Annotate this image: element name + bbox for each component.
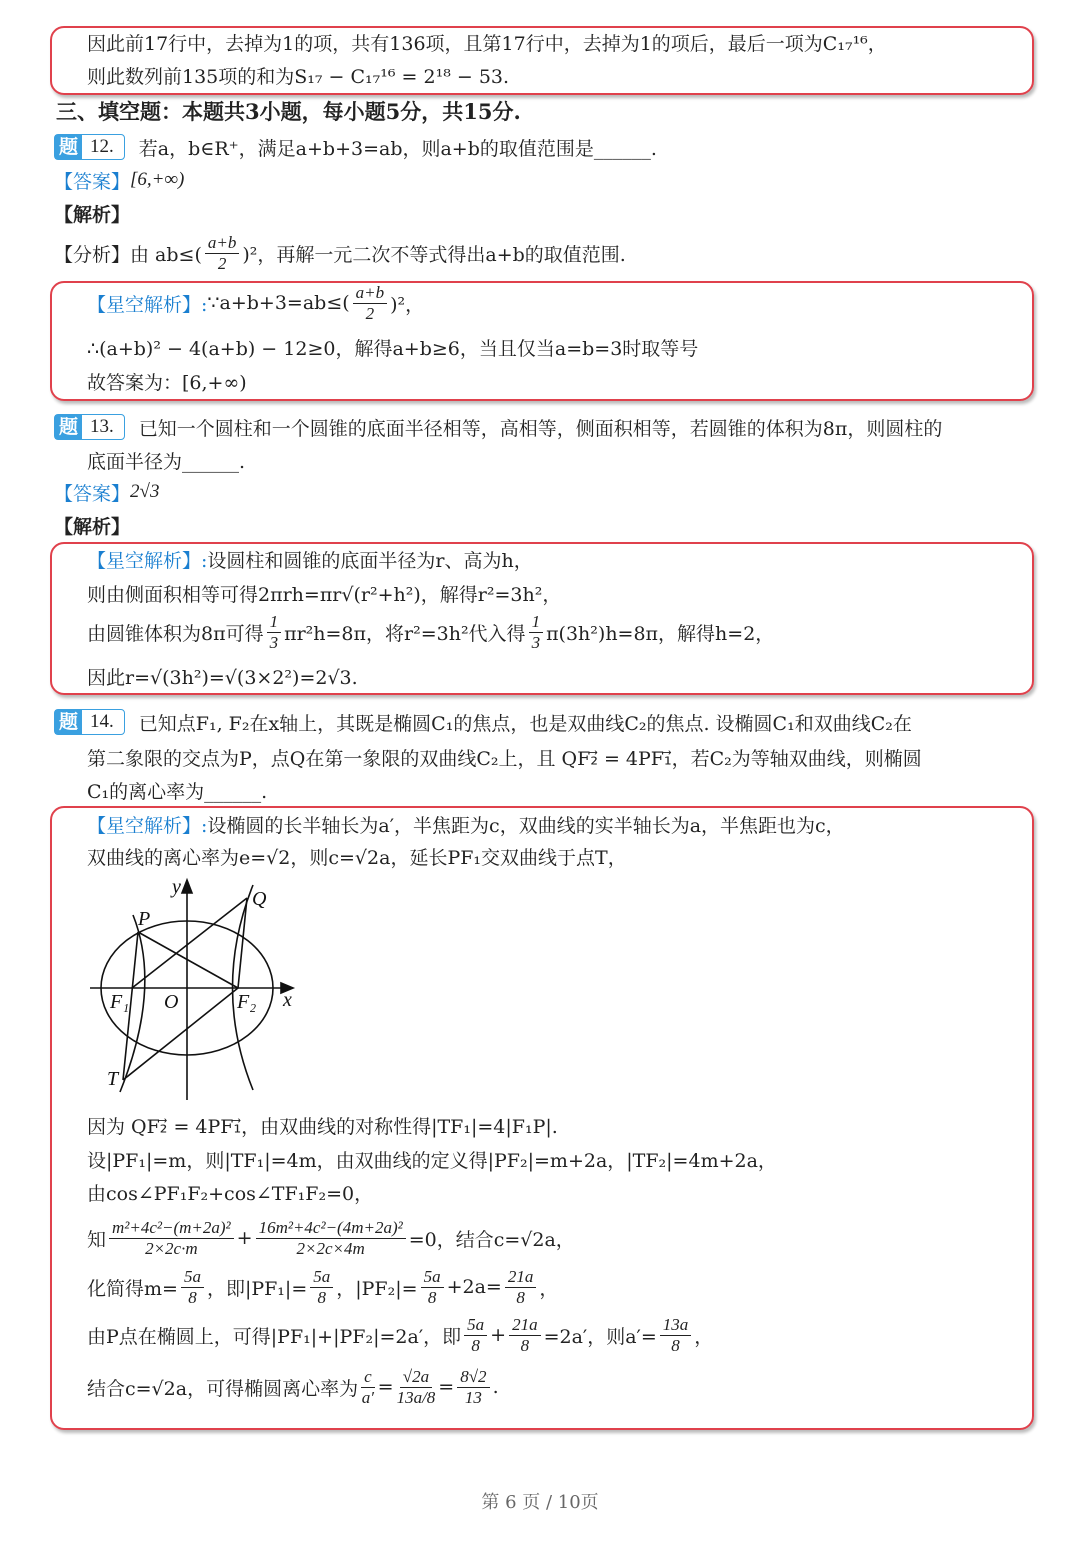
fraction: [256, 1218, 406, 1259]
question-text: 第二象限的交点为P，点Q在第一象限的双曲线C₂上，且 QF₂⃗ = 4PF₁⃗，若C₂为等轴双曲线，则椭圆: [87, 747, 922, 770]
denominator: 8: [427, 1287, 437, 1307]
answer-label: 【答案】: [54, 170, 131, 193]
fraction: [509, 1315, 541, 1356]
numerator: 13a: [660, 1315, 692, 1336]
text: πr²h=8π，将r²=3h²代入得: [284, 622, 526, 645]
solution-line: 故答案为：[6,+∞): [87, 371, 247, 394]
question-text: 已知点F₁, F₂在x轴上，其既是椭圆C₁的焦点，也是双曲线C₂的焦点. 设椭圆C₁和双曲线C₂在: [138, 712, 912, 735]
label-P: P: [138, 908, 151, 930]
label-Q: Q: [252, 888, 267, 910]
label-O: O: [164, 991, 179, 1013]
solution-line: ∴(a+b)² − 4(a+b) − 12≥0，解得a+b≥6，当且仅当a=b=3时取等号: [87, 337, 699, 360]
fraction: [109, 1218, 234, 1259]
denominator: 13: [464, 1387, 482, 1407]
text-line: 因此前17行中，去掉为1的项，共有136项，且第17行中，去掉为1的项后，最后一项为C₁₇¹⁶，: [87, 32, 887, 55]
analysis-label: 【解析】: [54, 203, 131, 226]
text: 设椭圆的长半轴长为a′，半焦距为c，双曲线的实半轴长为a，半焦距也为c，: [207, 814, 845, 837]
solution-label: 【星空解析】:: [87, 549, 208, 572]
label-T: T: [107, 1068, 119, 1090]
text: ，|PF₂|=: [336, 1277, 418, 1300]
label-x: x: [283, 989, 292, 1011]
fraction: [421, 1267, 444, 1308]
solution-line: [87, 1315, 713, 1355]
badge-label: 题: [55, 135, 82, 159]
denominator: a′: [361, 1387, 374, 1407]
fraction: [464, 1315, 487, 1356]
fraction: [457, 1367, 489, 1408]
denominator: 2×2c×4m: [296, 1238, 365, 1258]
question-text: C₁的离心率为______.: [87, 780, 268, 803]
y-arrow-icon: [182, 880, 192, 893]
denominator: 8: [520, 1335, 530, 1355]
answer-value: [6,+∞): [130, 169, 185, 190]
numerator: 21a: [509, 1315, 541, 1336]
text: ，即|PF₁|=: [206, 1277, 308, 1300]
text: 由圆锥体积为8π可得: [87, 622, 264, 645]
solution-line: 则由侧面积相等可得2πrh=πr√(r²+h²)，解得r²=3h²，: [87, 583, 562, 606]
solution-line: 由cos∠PF₁F₂+cos∠TF₁F₂=0，: [87, 1182, 374, 1205]
answer-value: 2√3: [130, 481, 160, 502]
numerator: a+b: [353, 283, 387, 304]
numerator: 5a: [181, 1267, 204, 1288]
text: π(3h²)h=8π，解得h=2，: [546, 622, 775, 645]
numerator: a+b: [205, 233, 239, 254]
numerator: 16m²+4c²−(4m+2a)²: [256, 1218, 406, 1239]
solution-line: [87, 1218, 575, 1258]
denominator: 8: [471, 1335, 480, 1355]
denominator: 2: [217, 253, 227, 273]
analysis-label: 【解析】: [54, 515, 131, 538]
section-heading: 三、填空题：本题共3小题，每小题5分，共15分.: [56, 99, 521, 124]
fraction: [310, 1267, 333, 1308]
numerator: c: [361, 1367, 375, 1388]
text: 设圆柱和圆锥的底面半径为r、高为h，: [207, 549, 533, 572]
fraction: [660, 1315, 692, 1356]
text: +: [490, 1324, 507, 1346]
numerator: 1: [529, 612, 544, 633]
solution-line: 因此r=√(3h²)=√(3×2²)=2√3.: [87, 666, 358, 689]
denominator: 3: [531, 632, 541, 652]
numerator: 8√2: [457, 1367, 489, 1388]
numerator: 5a: [421, 1267, 444, 1288]
question-text: 已知一个圆柱和一个圆锥的底面半径相等，高相等，侧面积相等，若圆锥的体积为8π，则圆柱的: [138, 417, 943, 440]
text: )²，: [390, 293, 425, 316]
label-y: y: [172, 876, 181, 898]
text: 知: [87, 1228, 107, 1251]
denominator: 8: [188, 1287, 197, 1307]
text: ，: [539, 1277, 559, 1300]
numerator: 21a: [505, 1267, 537, 1288]
fraction: [505, 1267, 537, 1308]
numerator: 1: [267, 612, 282, 633]
fraction: [181, 1267, 204, 1308]
solution-line: [87, 1367, 499, 1407]
label-F2: F₂: [237, 991, 257, 1013]
solution-line: [87, 1267, 558, 1307]
text: =: [438, 1376, 455, 1398]
question-number: 12.: [90, 136, 114, 157]
text: =: [377, 1376, 394, 1398]
denominator: 8: [317, 1287, 326, 1307]
solution-label: 【星空解析】:: [87, 814, 208, 837]
label-F1: F₁: [110, 991, 130, 1013]
solution-line: 因为 QF₂⃗ = 4PF₁⃗，由双曲线的对称性得|TF₁|=4|F₁P|.: [87, 1115, 558, 1138]
line-TF2: [123, 988, 238, 1080]
numerator: √2a: [400, 1367, 432, 1388]
page-footer: 第 6 页 / 10页: [481, 1492, 599, 1513]
numerator: m²+4c²−(m+2a)²: [109, 1218, 234, 1239]
text: ∵a+b+3=ab≤(: [207, 292, 350, 314]
text: 结合c=√2a，可得椭圆离心率为: [87, 1377, 359, 1400]
solution-label: 【星空解析】:: [87, 293, 208, 316]
denominator: 3: [269, 632, 279, 652]
denominator: 13a/8: [396, 1387, 436, 1407]
text: 【分析】由 ab≤(: [54, 243, 202, 266]
numerator: 5a: [464, 1315, 487, 1336]
text: .: [492, 1376, 499, 1398]
fraction: [397, 1367, 436, 1408]
text-line: 则此数列前135项的和为S₁₇ − C₁₇¹⁶ = 2¹⁸ − 53.: [87, 65, 510, 88]
line-PF2: [138, 932, 238, 988]
badge-label: 题: [55, 415, 82, 439]
answer-label: 【答案】: [54, 482, 131, 505]
question-number: 14.: [90, 711, 114, 732]
text: 由P点在椭圆上，可得|PF₁|+|PF₂|=2a′，即: [87, 1325, 462, 1348]
question-text: 底面半径为______.: [87, 450, 246, 473]
numerator: 5a: [310, 1267, 333, 1288]
denominator: 8: [671, 1335, 680, 1355]
text: +2a=: [446, 1276, 502, 1298]
solution-line: 双曲线的离心率为e=√2，则c=√2a，延长PF₁交双曲线于点T，: [87, 846, 627, 869]
badge-label: 题: [55, 710, 82, 734]
text: )²，再解一元二次不等式得出a+b的取值范围.: [242, 243, 626, 266]
solution-line: 设|PF₁|=m，则|TF₁|=4m，由双曲线的定义得|PF₂|=m+2a，|TF₂|=4m+2a，: [87, 1149, 777, 1172]
question-number: 13.: [90, 416, 114, 437]
text: =2a′，则a′=: [543, 1325, 657, 1348]
fraction: [361, 1367, 375, 1408]
denominator: 8: [516, 1287, 525, 1307]
text: ，: [694, 1325, 714, 1348]
denominator: 2: [365, 303, 375, 323]
line-QF2: [238, 898, 247, 988]
text: 化简得m=: [87, 1277, 178, 1300]
text: =0，结合c=√2a，: [408, 1228, 575, 1251]
denominator: 2×2c·m: [145, 1238, 198, 1258]
text: +: [236, 1227, 253, 1249]
question-text: 若a，b∈R⁺，满足a+b+3=ab，则a+b的取值范围是______.: [138, 137, 657, 160]
